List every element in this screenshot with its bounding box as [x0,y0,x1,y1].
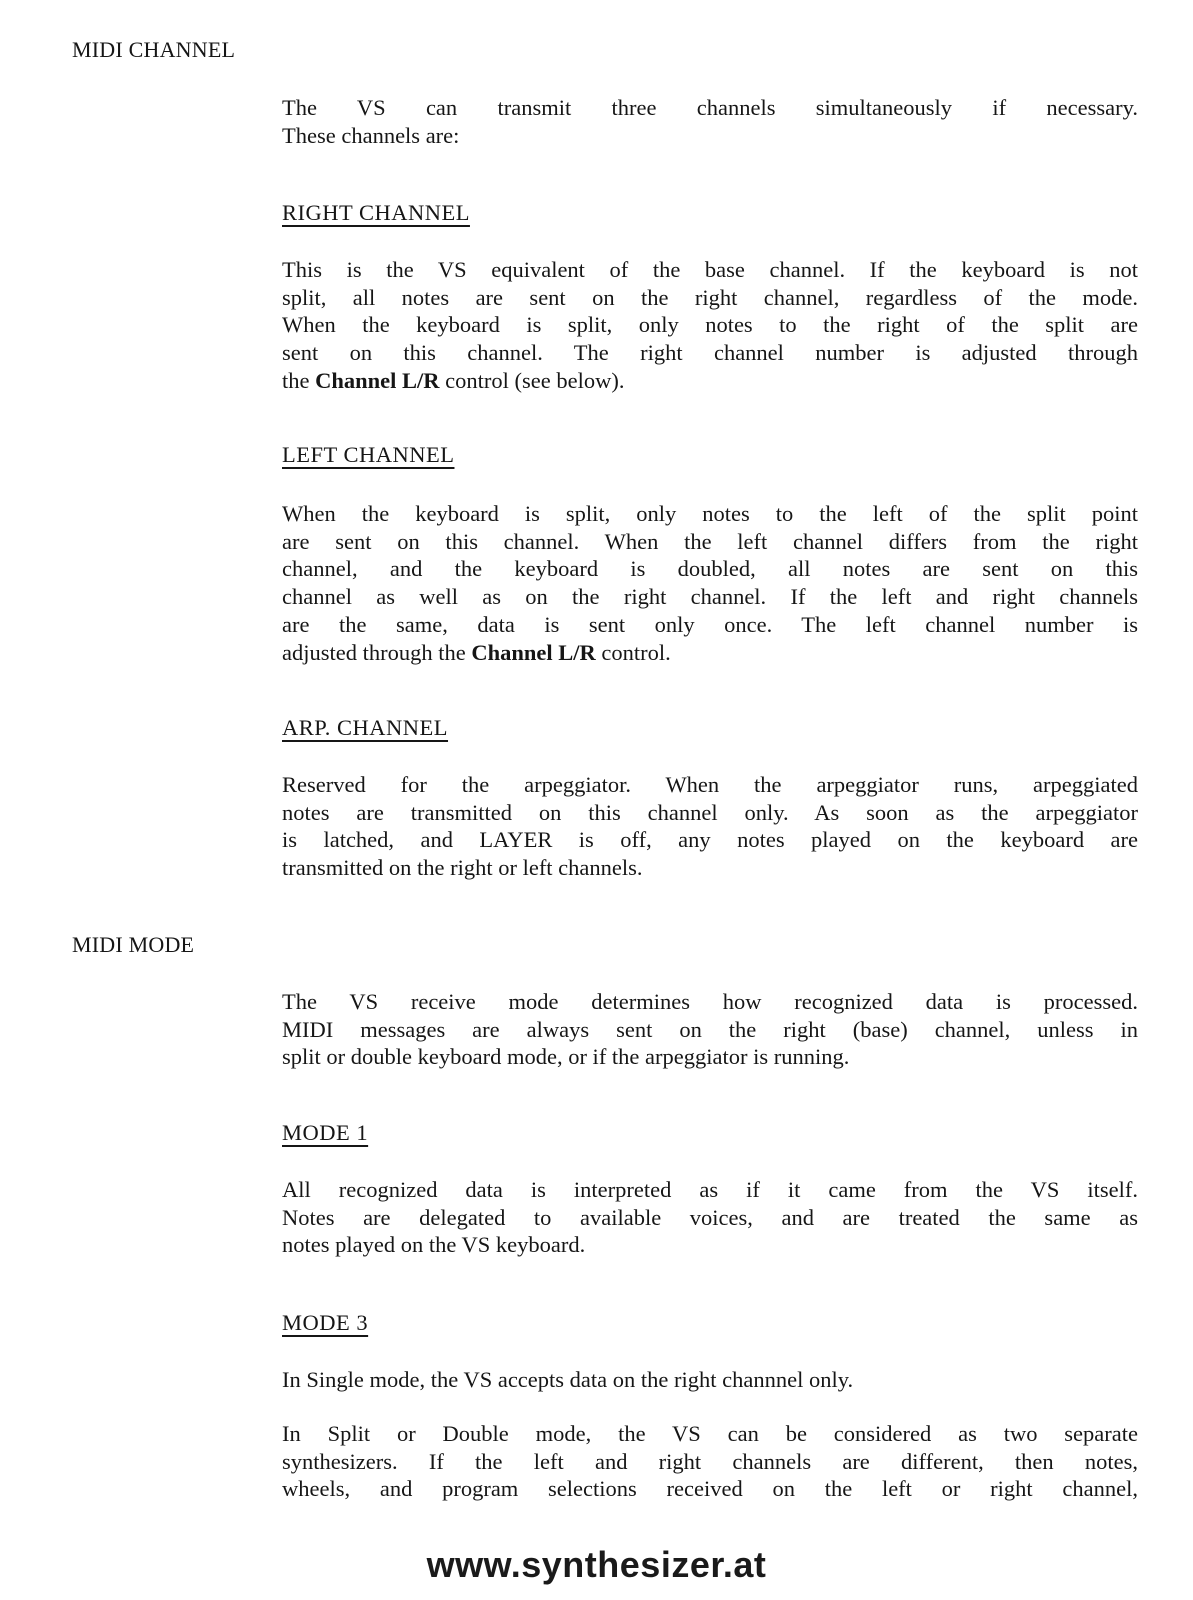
text-run: adjusted through the [282,639,472,665]
control-name-bold: Channel L/R [315,367,440,393]
text-line: Notes are delegated to available voices, and are treated the same as [282,1204,1138,1230]
text-line: All recognized data is interpreted as if it came from the VS itself. [282,1177,1138,1202]
mode-3-paragraph-single [282,1366,1138,1394]
section-heading-midi-mode: MIDI MODE [72,932,195,957]
text-line: channel, and the keyboard is doubled, all notes are sent on this [282,556,1138,582]
text-run: control (see below). [439,367,625,393]
text-line: The VS can transmit three channels simultaneously if necessary. [282,95,1138,120]
text-line [282,367,1138,395]
text-line: In Split or Double mode, the VS can be considered as two separate [282,1421,1138,1446]
mode-3-paragraph-split [282,1420,1138,1503]
subheading-left-channel: LEFT CHANNEL [282,442,455,467]
text-line: notes played on the VS keyboard. [282,1232,586,1258]
text-line: split, all notes are sent on the right channel, regardless of the mode. [282,284,1138,310]
text-line: are the same, data is sent only once. The left channel number is [282,611,1138,637]
right-channel-paragraph [282,256,1138,395]
text-run: control. [595,639,671,665]
watermark-url: www.synthesizer.at [426,1544,767,1585]
text-line: MIDI messages are always sent on the right (base) channel, unless in [282,1016,1138,1042]
text-line: transmitted on the right or left channels. [282,855,643,881]
text-line: When the keyboard is split, only notes to the right of the split are [282,312,1138,338]
text-line: channel as well as on the right channel. If the left and right channels [282,584,1138,610]
subheading-right-channel: RIGHT CHANNEL [282,200,470,225]
text-line: is latched, and LAYER is off, any notes played on the keyboard are [282,827,1138,853]
text-line [282,639,1138,667]
text-line: Reserved for the arpeggiator. When the arpeggiator runs, arpeggiated [282,772,1138,797]
text-line: synthesizers. If the left and right channels are different, then notes, [282,1448,1138,1474]
text-line: wheels, and program selections received on the left or right channel, [282,1476,1138,1502]
text-line: This is the VS equivalent of the base channel. If the keyboard is not [282,257,1138,282]
midi-channel-intro [282,94,1138,149]
subheading-mode-1: MODE 1 [282,1120,369,1145]
section-heading-midi-channel: MIDI CHANNEL [72,37,236,62]
midi-mode-intro [282,988,1138,1071]
arp-channel-paragraph [282,771,1138,882]
text-line: split or double keyboard mode, or if the arpeggiator is running. [282,1044,850,1070]
subheading-arp-channel: ARP. CHANNEL [282,715,449,740]
text-line: notes are transmitted on this channel only. As soon as the arpeggiator [282,799,1138,825]
left-channel-paragraph [282,500,1138,666]
text-line: The VS receive mode determines how recognized data is processed. [282,989,1138,1014]
text-line: When the keyboard is split, only notes to the left of the split point [282,501,1138,526]
text-line: In Single mode, the VS accepts data on the right channnel only. [282,1367,854,1392]
mode-1-paragraph [282,1176,1138,1259]
text-line: sent on this channel. The right channel number is adjusted through [282,340,1138,366]
control-name-bold: Channel L/R [471,639,596,665]
text-line: are sent on this channel. When the left channel differs from the right [282,528,1138,554]
text-run: the [282,367,316,393]
text-line: These channels are: [282,122,460,148]
subheading-mode-3: MODE 3 [282,1310,369,1335]
